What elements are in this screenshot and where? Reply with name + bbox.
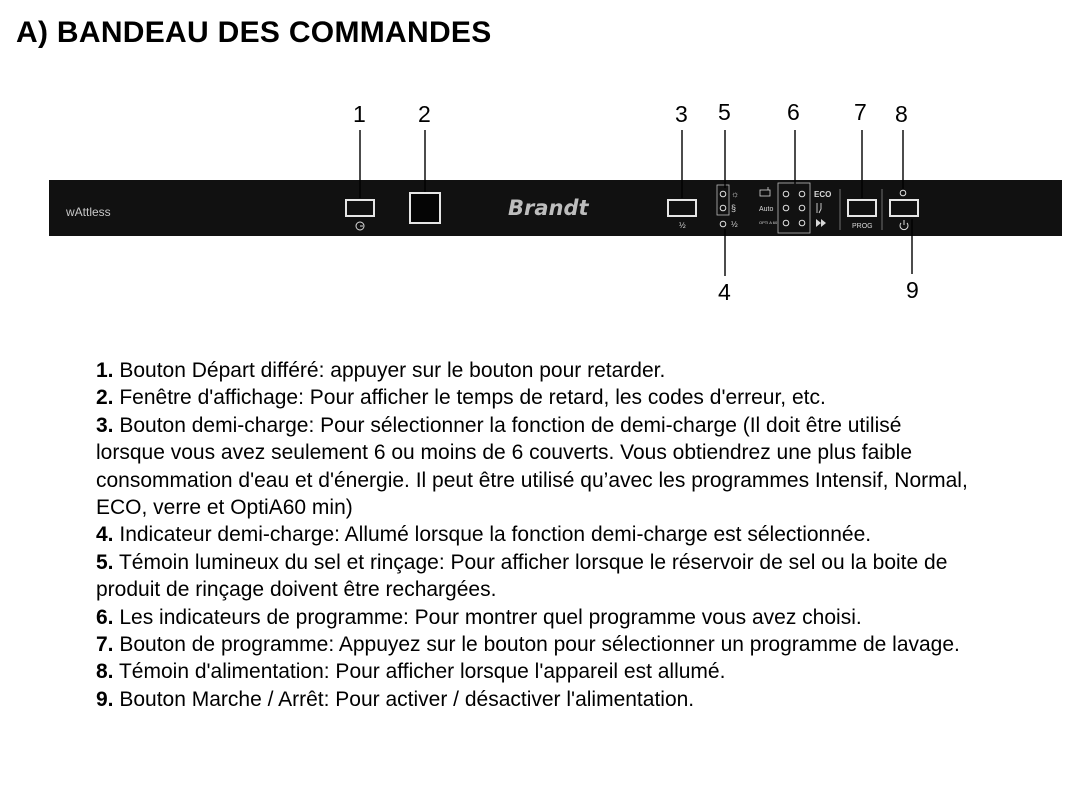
description-item: 8. Témoin d'alimentation: Pour afficher lorsque l'appareil est allumé. (96, 660, 726, 684)
opti-program-label: OPTI A 60 (759, 220, 778, 225)
salt-icon: ☼ (731, 189, 740, 199)
brandt-logo: Brandt (508, 196, 589, 220)
half-load-symbol: ½ (679, 221, 686, 230)
callout-9: 9 (906, 277, 919, 303)
prog-label: PROG (852, 223, 873, 230)
description-list (96, 357, 976, 713)
description-item: 7. Bouton de programme: Appuyez sur le bouton pour sélectionner un programme de lavage. (96, 633, 960, 657)
callout-3: 3 (675, 101, 688, 127)
description-item: 4. Indicateur demi-charge: Allumé lorsque la fonction demi-charge est sélectionnée. (96, 523, 872, 547)
half-load-small-symbol: ½ (731, 220, 738, 229)
description-item: 9. Bouton Marche / Arrêt: Pour activer / désactiver l'alimentation. (96, 687, 695, 711)
description-item: 5. Témoin lumineux du sel et rinçage: Pour afficher lorsque le réservoir de sel ou la boite de produit de rinçage doivent être rechargées. (96, 550, 948, 602)
rinse-icon: § (731, 203, 737, 213)
callout-8: 8 (895, 101, 908, 127)
callout-1: 1 (353, 101, 366, 127)
page-title: A) BANDEAU DES COMMANDES (16, 16, 492, 49)
control-panel-diagram (0, 0, 1074, 330)
callout-6: 6 (787, 99, 800, 125)
callout-7: 7 (854, 99, 867, 125)
description-item: 3. Bouton demi-charge: Pour sélectionner la fonction de demi-charge (Il doit être utilisé lorsque vous avez seulement 6 ou moins de 6 couverts. Vous obtiendrez une plus faible consommation d'eau et d'énergie. Il peut être utilisé qu’avec les programmes Intensif, Normal, ECO, verre et OptiA60 min) (96, 413, 968, 520)
description-item: 6. Les indicateurs de programme: Pour montrer quel programme vous avez choisi. (96, 605, 862, 629)
display-window (410, 193, 440, 223)
description-item: 1. Bouton Départ différé: appuyer sur le bouton pour retarder. (96, 359, 666, 382)
callout-4: 4 (718, 279, 731, 305)
wattless-logo: wAttless (66, 205, 111, 219)
eco-program-label: ECO (814, 190, 832, 199)
auto-program-label: Auto (759, 206, 774, 213)
callout-5: 5 (718, 99, 731, 125)
callout-2: 2 (418, 101, 431, 127)
description-item: 2. Fenêtre d'affichage: Pour afficher le temps de retard, les codes d'erreur, etc. (96, 386, 826, 410)
